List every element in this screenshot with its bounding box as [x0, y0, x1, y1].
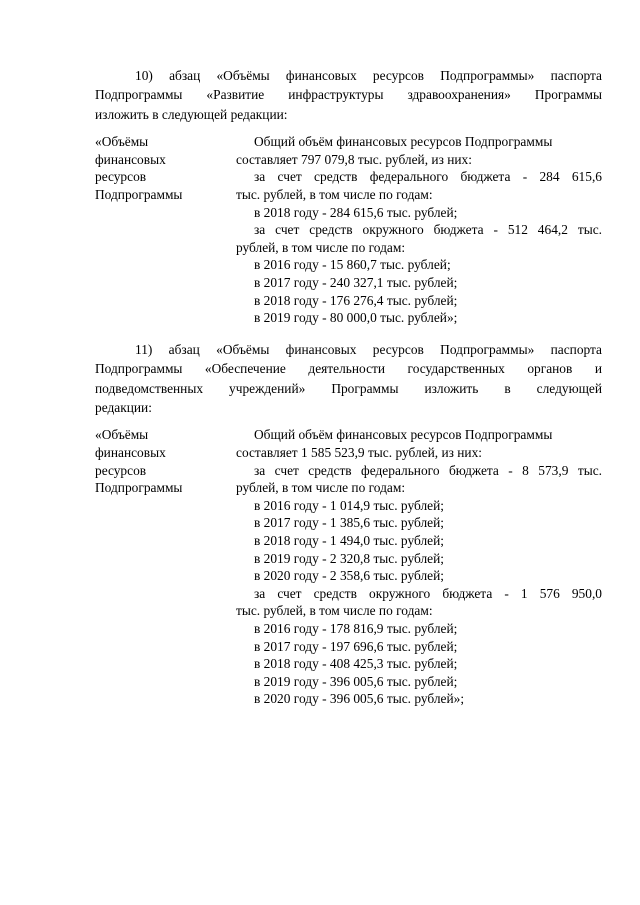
content-line: в 2018 году - 176 276,4 тыс. рублей; [254, 292, 458, 308]
label-line: финансовых [95, 151, 166, 167]
passport-content [236, 133, 602, 327]
intro-line: редакции: [95, 399, 152, 415]
content-line: тыс. рублей, в том числе по годам: [236, 603, 433, 619]
intro-line: 10) абзац «Объёмы финансовых ресурсов Подпрограммы» паспорта [135, 68, 602, 83]
content-line: в 2019 году - 80 000,0 тыс. рублей»; [254, 310, 458, 326]
section-11-intro [95, 340, 602, 418]
content-line: в 2016 году - 1 014,9 тыс. рублей; [254, 497, 444, 513]
content-line: в 2017 году - 240 327,1 тыс. рублей; [254, 274, 458, 290]
label-line: финансовых [95, 444, 166, 460]
label-line: «Объёмы [95, 134, 149, 150]
section-10-passport [95, 133, 602, 327]
content-line: в 2017 году - 197 696,6 тыс. рублей; [254, 638, 458, 654]
content-line: в 2018 году - 1 494,0 тыс. рублей; [254, 532, 444, 548]
content-line: за счет средств федерального бюджета - 284 615,6 [254, 169, 602, 185]
intro-line: 11) абзац «Объёмы финансовых ресурсов Подпрограммы» паспорта [135, 341, 602, 357]
content-line: рублей, в том числе по годам: [236, 480, 406, 496]
passport-content [236, 426, 602, 708]
label-line: Подпрограммы [95, 187, 183, 202]
content-line: за счет средств окружного бюджета - 1 576 950,0 [254, 585, 602, 601]
content-line: в 2017 году - 1 385,6 тыс. рублей; [254, 515, 444, 531]
content-line: за счет средств федерального бюджета - 8 573,9 тыс. [254, 462, 602, 478]
content-line: в 2020 году - 396 005,6 тыс. рублей»; [254, 691, 465, 707]
content-line: тыс. рублей, в том числе по годам: [236, 187, 433, 202]
passport-label [95, 133, 236, 327]
content-line: составляет 1 585 523,9 тыс. рублей, из них: [236, 444, 483, 460]
content-line: в 2020 году - 2 358,6 тыс. рублей; [254, 568, 444, 584]
label-line: «Объёмы [95, 427, 149, 443]
label-line: Подпрограммы [95, 480, 183, 496]
intro-line: изложить в следующей редакции: [95, 106, 288, 122]
passport-label [95, 426, 236, 708]
section-11-passport [95, 426, 602, 708]
content-line: в 2018 году - 284 615,6 тыс. рублей; [254, 204, 458, 220]
content-line: составляет 797 079,8 тыс. рублей, из них: [236, 151, 472, 167]
label-line: ресурсов [95, 462, 147, 478]
section-10-intro [95, 66, 602, 124]
content-line: Общий объём финансовых ресурсов Подпрограммы [254, 427, 553, 443]
intro-line: Подпрограммы «Развитие инфраструктуры здравоохранения» Программы [95, 87, 602, 103]
content-line: в 2018 году - 408 425,3 тыс. рублей; [254, 656, 458, 672]
content-line: в 2019 году - 2 320,8 тыс. рублей; [254, 550, 444, 566]
content-line: в 2019 году - 396 005,6 тыс. рублей; [254, 673, 458, 689]
content-line: в 2016 году - 15 860,7 тыс. рублей; [254, 257, 451, 273]
intro-line: подведомственных учреждений» Программы изложить в следующей [95, 380, 602, 396]
document-page [95, 66, 602, 721]
label-line: ресурсов [95, 169, 147, 185]
content-line: рублей, в том числе по годам: [236, 239, 406, 255]
content-line: в 2016 году - 178 816,9 тыс. рублей; [254, 620, 458, 636]
content-line: за счет средств окружного бюджета - 512 464,2 тыс. [254, 222, 602, 238]
intro-line: Подпрограммы «Обеспечение деятельности государственных органов и [95, 361, 602, 377]
content-line: Общий объём финансовых ресурсов Подпрограммы [254, 134, 553, 150]
